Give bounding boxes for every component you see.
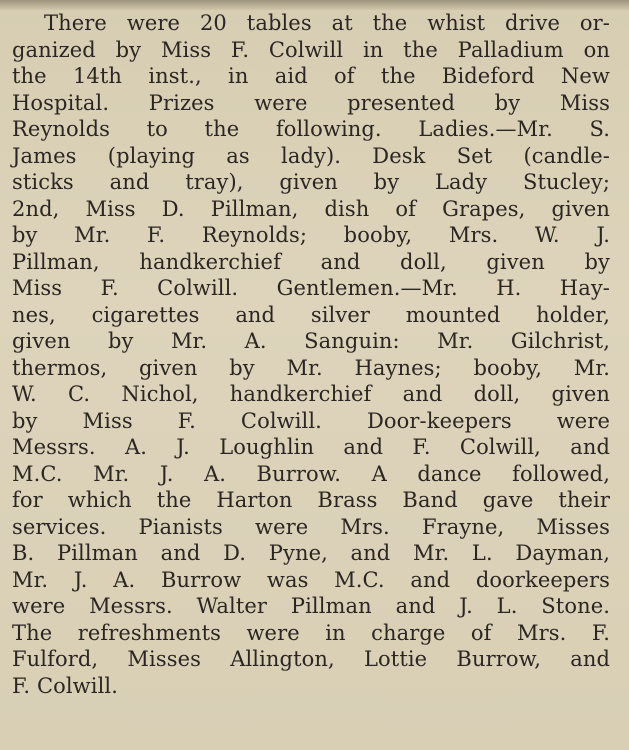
article-line: Fulford, Misses Allington, Lottie Burrow, and <box>12 647 610 671</box>
article-line: sticks and tray), given by Lady Stucley; <box>12 170 610 194</box>
article-line: for which the Harton Brass Band gave their <box>12 488 610 512</box>
article-line: by Mr. F. Reynolds; booby, Mrs. W. J. <box>12 223 610 247</box>
article-line: were Messrs. Walter Pillman and J. L. Stone. <box>12 594 610 618</box>
article-line: Pillman, handkerchief and doll, given by <box>12 249 610 274</box>
article-line: by Miss F. Colwill. Door-keepers were <box>12 408 610 433</box>
article-line: 2nd, Miss D. Pillman, dish of Grapes, given <box>12 196 610 221</box>
article-line: thermos, given by Mr. Haynes; booby, Mr. <box>12 355 610 380</box>
article-line: James (playing as lady). Desk Set (candle- <box>12 143 610 168</box>
article-line: ganized by Miss F. Colwill in the Palladium on <box>12 37 610 62</box>
article-line: Mr. J. A. Burrow was M.C. and doorkeepers <box>12 567 610 592</box>
article-line: nes, cigarettes and silver mounted holder, <box>12 302 610 327</box>
article-body <box>12 10 610 699</box>
article-line: the 14th inst., in aid of the Bideford New <box>12 64 610 88</box>
article-line: The refreshments were in charge of Mrs. F. <box>12 620 610 645</box>
column-top-rule <box>0 0 629 10</box>
article-line: M.C. Mr. J. A. Burrow. A dance followed, <box>12 461 610 486</box>
article-line: Hospital. Prizes were presented by Miss <box>12 90 610 115</box>
article-line: There were 20 tables at the whist drive or- <box>44 11 610 35</box>
article-line: B. Pillman and D. Pyne, and Mr. L. Dayman, <box>12 541 610 565</box>
article-line: Messrs. A. J. Loughlin and F. Colwill, and <box>12 435 610 459</box>
article-line: given by Mr. A. Sanguin: Mr. Gilchrist, <box>12 329 610 353</box>
article-line: services. Pianists were Mrs. Frayne, Misses <box>12 514 610 539</box>
article-line: F. Colwill. <box>12 673 118 698</box>
article-line: Miss F. Colwill. Gentlemen.—Mr. H. Hay- <box>12 276 610 300</box>
article-line: Reynolds to the following. Ladies.—Mr. S. <box>12 117 610 141</box>
article-line: W. C. Nichol, handkerchief and doll, given <box>12 382 610 406</box>
